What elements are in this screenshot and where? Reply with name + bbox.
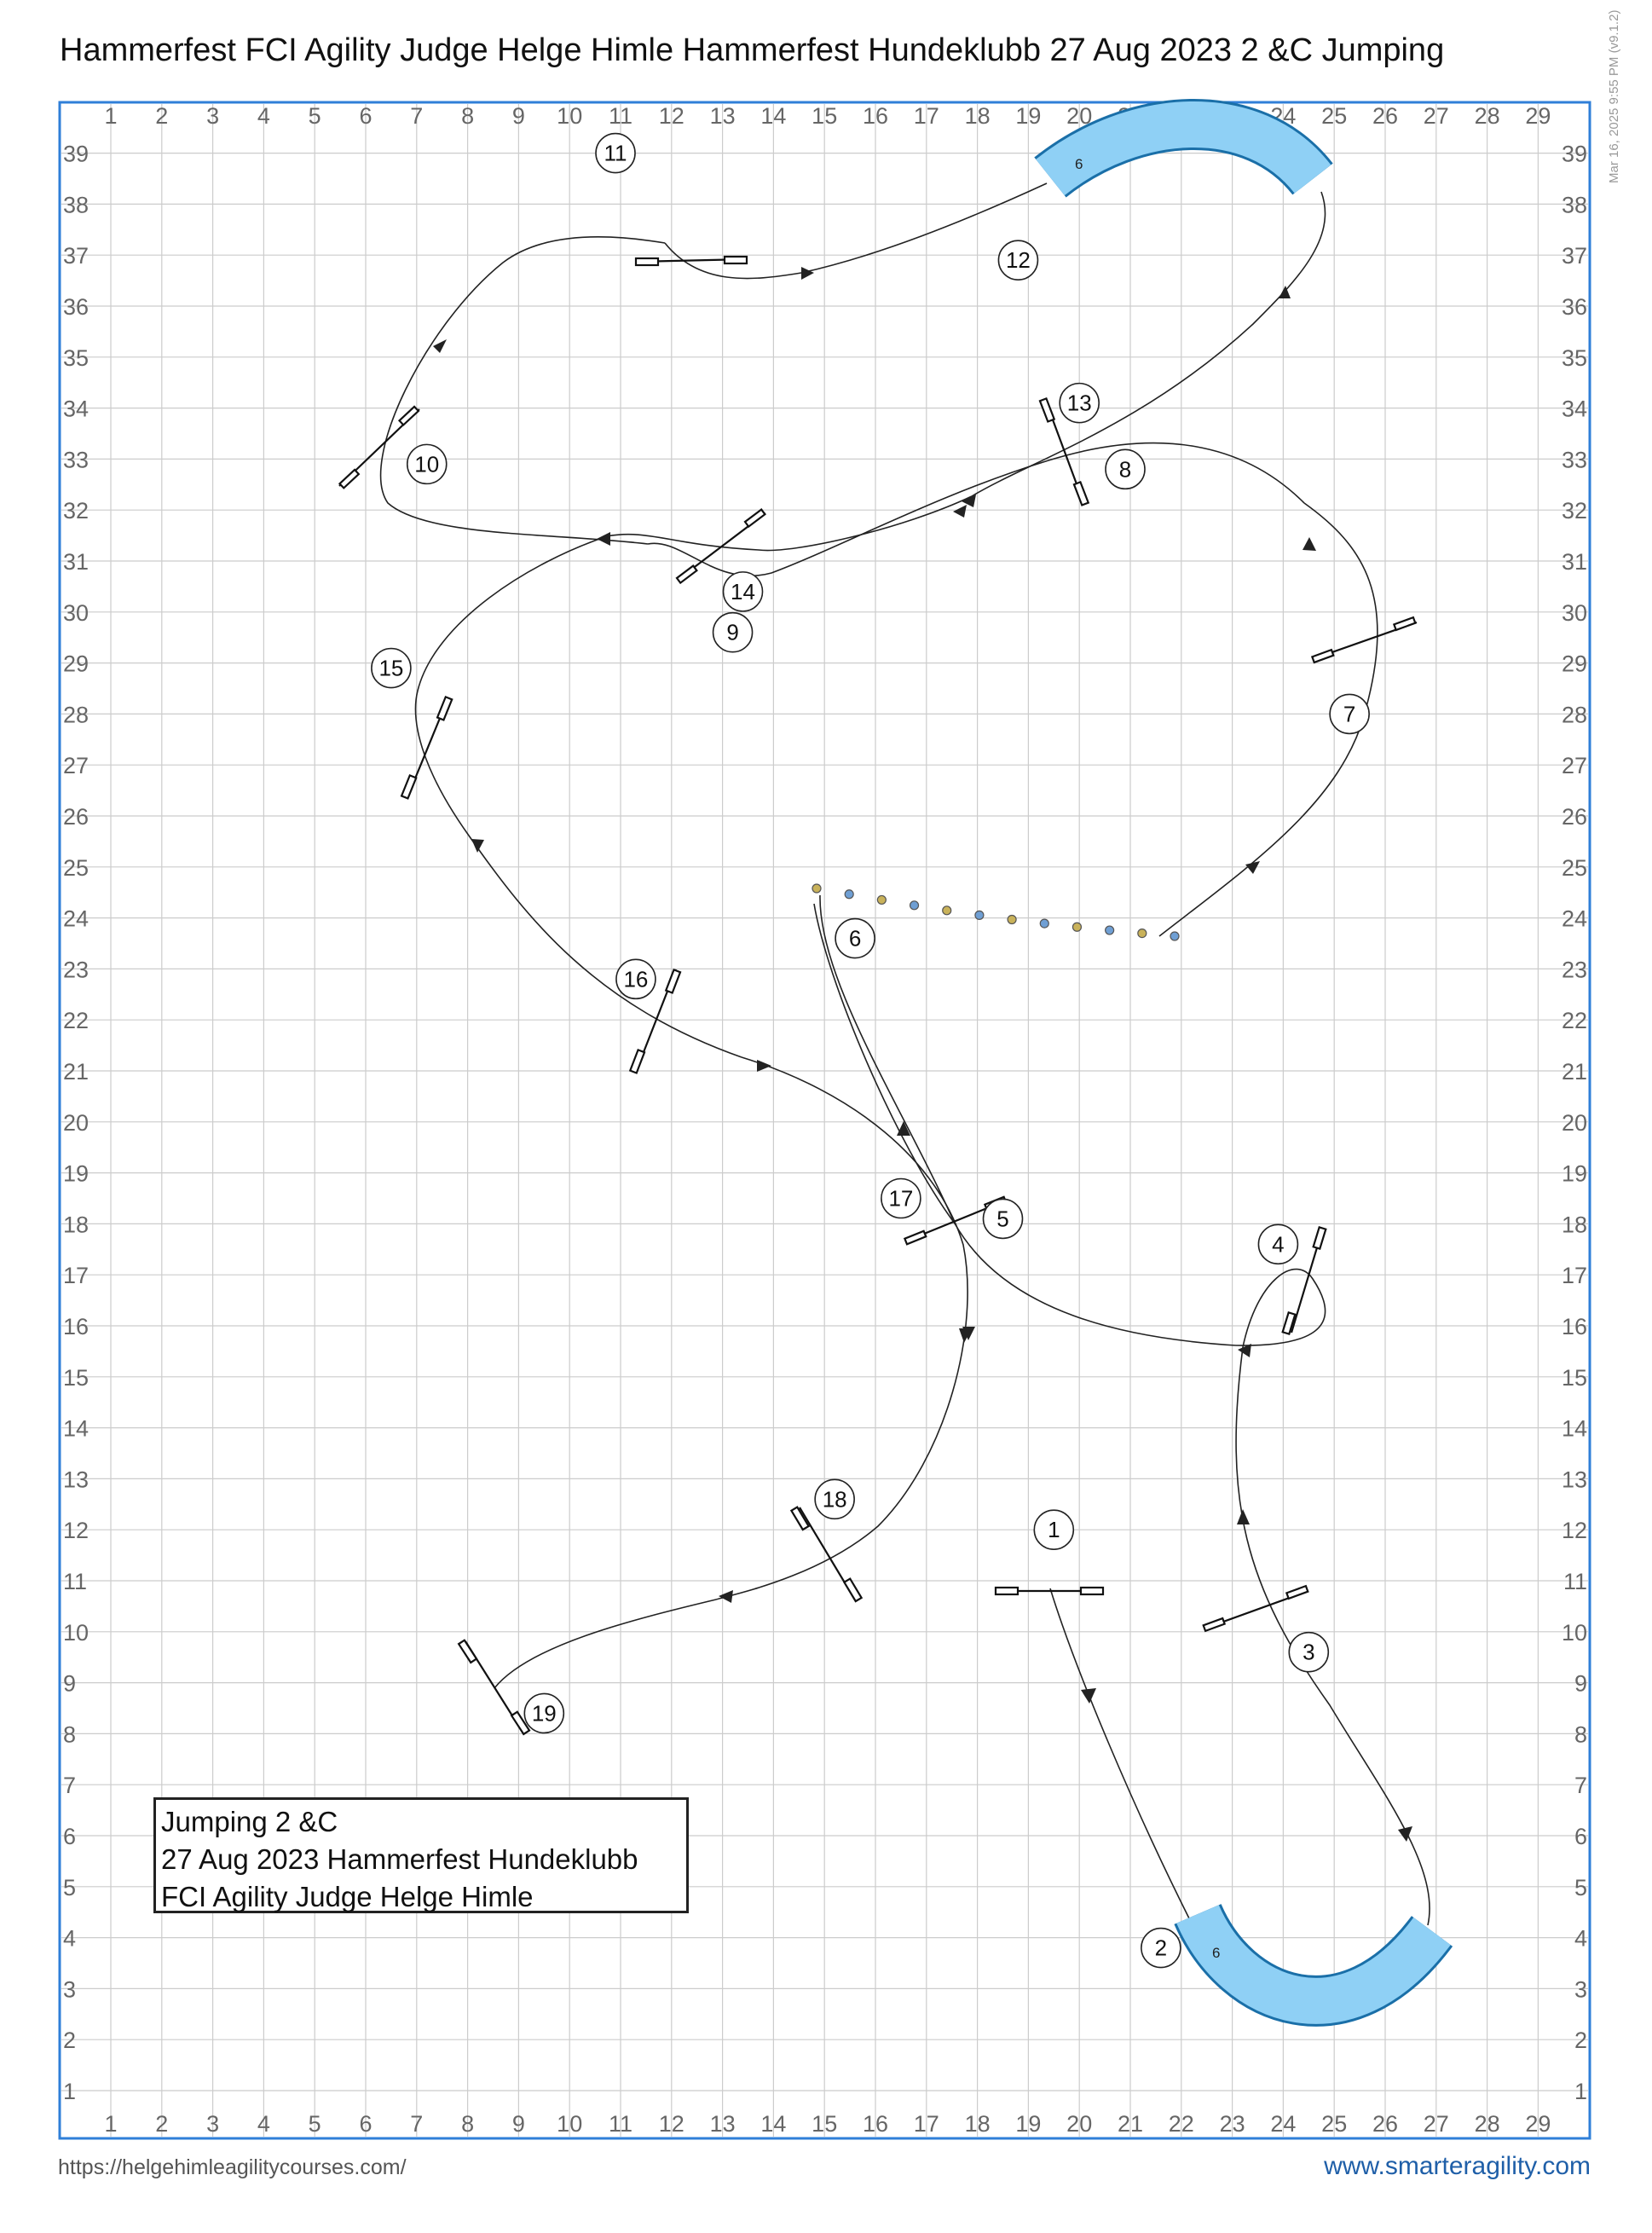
y-axis-label: 32 xyxy=(1561,498,1587,524)
svg-text:11: 11 xyxy=(604,140,627,166)
y-axis-label: 12 xyxy=(63,1518,90,1544)
y-axis-label: 38 xyxy=(63,192,90,218)
x-axis-label: 10 xyxy=(557,2111,583,2137)
page-title: Hammerfest FCI Agility Judge Helge Himle Hammerfest Hundeklubb 27 Aug 2023 2 &C Jumping xyxy=(60,32,1445,68)
x-axis-label: 13 xyxy=(709,2111,736,2137)
path-13-14 xyxy=(607,496,972,551)
y-axis-label: 8 xyxy=(63,1721,77,1748)
x-axis-label: 2 xyxy=(155,2111,169,2137)
y-axis-label: 6 xyxy=(1574,1824,1587,1849)
x-axis-label: 12 xyxy=(658,103,684,129)
y-axis-label: 2 xyxy=(1574,2028,1587,2054)
x-axis-label: 26 xyxy=(1372,103,1399,129)
direction-arrow xyxy=(597,532,610,546)
y-axis-label: 33 xyxy=(1561,447,1587,473)
x-axis-label: 3 xyxy=(206,103,220,129)
weave-pole xyxy=(943,906,951,915)
x-axis-label: 11 xyxy=(608,103,633,129)
x-axis-label: 8 xyxy=(461,2111,475,2137)
x-axis-label: 20 xyxy=(1066,103,1093,129)
svg-text:16: 16 xyxy=(623,966,649,992)
weave-pole xyxy=(1170,932,1179,940)
y-axis-label: 14 xyxy=(1561,1415,1587,1442)
y-axis-label: 27 xyxy=(1561,753,1587,779)
y-axis-label: 16 xyxy=(63,1314,90,1339)
y-axis-label: 34 xyxy=(1561,396,1587,422)
svg-text:14: 14 xyxy=(731,578,755,605)
y-axis-label: 9 xyxy=(63,1670,77,1697)
x-axis-label: 19 xyxy=(1015,103,1042,129)
x-axis-label: 21 xyxy=(1117,2111,1144,2137)
path-18-19 xyxy=(494,1600,716,1688)
y-axis-label: 13 xyxy=(1561,1466,1587,1493)
info-line-3: FCI Agility Judge Helge Himle xyxy=(161,1881,534,1912)
weave-pole xyxy=(1106,926,1114,934)
path-14-15 xyxy=(416,536,742,1057)
y-axis-label: 2 xyxy=(63,2028,77,2054)
y-axis-label: 12 xyxy=(1561,1518,1587,1544)
y-axis-label: 21 xyxy=(63,1059,90,1085)
x-axis-label: 8 xyxy=(461,103,475,129)
y-axis-label: 1 xyxy=(63,2079,77,2104)
obstacle-numbers xyxy=(372,134,1369,1968)
y-axis-label: 19 xyxy=(63,1160,90,1187)
y-axis-label: 5 xyxy=(1574,1874,1587,1900)
y-axis-label: 36 xyxy=(63,294,90,320)
x-axis-label: 26 xyxy=(1372,2111,1399,2137)
weave-pole xyxy=(1072,923,1081,931)
svg-text:19: 19 xyxy=(531,1700,557,1727)
direction-arrow xyxy=(953,505,967,518)
y-axis-label: 36 xyxy=(1561,294,1587,320)
x-axis-label: 22 xyxy=(1168,103,1194,129)
y-axis-label: 24 xyxy=(63,905,90,932)
x-axis-label: 27 xyxy=(1423,103,1449,129)
direction-arrow xyxy=(471,839,484,853)
obstacle-number-12 xyxy=(998,240,1037,280)
x-axis-label: 19 xyxy=(1015,2111,1042,2137)
jumps xyxy=(339,257,1417,1734)
jump-10 xyxy=(339,407,419,488)
x-axis-label: 7 xyxy=(410,2111,424,2137)
x-axis-label: 29 xyxy=(1525,2111,1551,2137)
y-axis-label: 8 xyxy=(1574,1721,1587,1748)
y-axis-label: 7 xyxy=(1574,1773,1587,1799)
y-axis-label: 30 xyxy=(63,599,90,626)
info-line-1: Jumping 2 &C xyxy=(161,1806,338,1837)
y-axis-label: 14 xyxy=(63,1415,90,1442)
y-axis-label: 35 xyxy=(63,344,90,371)
x-axis-label: 28 xyxy=(1474,103,1500,129)
y-axis-label: 26 xyxy=(63,804,90,830)
y-axis-label: 30 xyxy=(1561,599,1587,626)
y-axis-label: 1 xyxy=(1574,2079,1587,2104)
direction-arrow xyxy=(757,1060,771,1072)
x-axis-label: 18 xyxy=(964,103,991,129)
weave-pole xyxy=(1138,929,1147,938)
jump-9 xyxy=(677,510,765,583)
y-axis-label: 35 xyxy=(1561,344,1587,371)
x-axis-label: 21 xyxy=(1117,103,1144,129)
jump-3 xyxy=(1204,1586,1308,1631)
weave-pole xyxy=(910,901,919,910)
footer-brand-link[interactable]: www.smarteragility.com xyxy=(1324,2152,1591,2180)
x-axis-label: 25 xyxy=(1321,2111,1348,2137)
y-axis-label: 11 xyxy=(1562,1569,1587,1594)
x-axis-label: 14 xyxy=(760,2111,787,2137)
svg-text:18: 18 xyxy=(822,1486,847,1513)
y-axis-label: 10 xyxy=(1561,1619,1587,1646)
obstacle-number-14 xyxy=(724,572,763,611)
tunnel-bottom xyxy=(1198,1914,1432,2001)
weave-pole xyxy=(1040,919,1048,928)
weave-pole xyxy=(877,895,886,904)
obstacle-number-17 xyxy=(881,1179,921,1218)
footer-source-url[interactable]: https://helgehimleagilitycourses.com/ xyxy=(58,2155,407,2179)
y-axis-label: 25 xyxy=(63,854,90,881)
obstacle-number-15 xyxy=(372,649,411,688)
x-axis-label: 3 xyxy=(206,2111,220,2137)
y-axis-label: 21 xyxy=(1561,1059,1587,1085)
path-3-4 xyxy=(1236,1270,1326,1347)
x-axis-label: 15 xyxy=(812,103,838,129)
direction-arrow xyxy=(962,495,976,507)
y-axis-label: 28 xyxy=(1561,702,1587,728)
jump-11 xyxy=(636,257,747,265)
jump-15 xyxy=(401,697,452,798)
svg-text:4: 4 xyxy=(1272,1231,1285,1258)
path-9-10 xyxy=(381,237,665,544)
svg-text:2: 2 xyxy=(1154,1935,1168,1961)
y-axis-label: 15 xyxy=(63,1364,90,1391)
svg-text:13: 13 xyxy=(1066,390,1092,416)
direction-arrow xyxy=(1303,537,1316,551)
x-axis-label: 15 xyxy=(812,2111,838,2137)
x-axis-label: 2 xyxy=(155,103,169,129)
obstacle-number-3 xyxy=(1289,1633,1328,1672)
svg-text:9: 9 xyxy=(726,619,739,645)
y-axis-label: 32 xyxy=(63,498,90,524)
obstacle-number-10 xyxy=(407,444,447,483)
svg-text:10: 10 xyxy=(414,451,440,477)
jump-18 xyxy=(791,1507,861,1601)
y-axis-label: 27 xyxy=(63,753,90,779)
svg-text:1: 1 xyxy=(1048,1517,1060,1543)
x-axis-label: 4 xyxy=(257,103,270,129)
y-axis-label: 9 xyxy=(1574,1670,1587,1697)
direction-arrow xyxy=(1237,1509,1250,1524)
obstacle-number-16 xyxy=(616,959,656,998)
y-axis-label: 38 xyxy=(1561,192,1587,218)
direction-arrow xyxy=(801,267,814,280)
x-axis-label: 18 xyxy=(964,2111,991,2137)
y-axis-label: 34 xyxy=(63,396,90,422)
info-box xyxy=(153,1797,689,1913)
version-stamp: Mar 16, 2025 9:55 PM (v9.1.2) xyxy=(1607,9,1621,183)
x-axis-label: 17 xyxy=(913,103,939,129)
obstacle-number-13 xyxy=(1060,384,1099,423)
y-axis-label: 28 xyxy=(63,702,90,728)
x-axis-label: 6 xyxy=(359,2111,373,2137)
tunnel-bottom-label: 6 xyxy=(1212,1945,1221,1961)
y-axis-label: 5 xyxy=(63,1874,77,1900)
x-axis-label: 9 xyxy=(511,2111,525,2137)
y-axis-label: 39 xyxy=(1561,141,1587,167)
x-axis-label: 29 xyxy=(1525,103,1551,129)
y-axis-label: 17 xyxy=(1561,1263,1587,1289)
y-axis-label: 37 xyxy=(63,243,90,269)
y-axis-label: 20 xyxy=(63,1109,90,1136)
svg-text:7: 7 xyxy=(1343,701,1356,727)
x-axis-label: 24 xyxy=(1270,103,1297,129)
y-axis-label: 22 xyxy=(63,1008,90,1034)
x-axis-label: 20 xyxy=(1066,2111,1093,2137)
y-axis-label: 25 xyxy=(1561,854,1587,881)
path-12-13 xyxy=(972,192,1326,496)
y-axis-label: 33 xyxy=(63,447,90,473)
x-axis-label: 7 xyxy=(410,103,424,129)
y-axis-label: 15 xyxy=(1561,1364,1587,1391)
obstacle-number-2 xyxy=(1141,1929,1181,1968)
x-axis-label: 23 xyxy=(1219,103,1245,129)
x-axis-label: 1 xyxy=(104,2111,118,2137)
obstacle-number-18 xyxy=(815,1479,854,1519)
y-axis-label: 24 xyxy=(1561,905,1587,932)
x-axis-label: 1 xyxy=(104,103,118,129)
y-axis-label: 31 xyxy=(63,549,90,575)
y-axis-label: 3 xyxy=(1574,1976,1587,2003)
svg-text:3: 3 xyxy=(1303,1639,1315,1665)
y-axis-label: 11 xyxy=(63,1569,88,1594)
weave-pole xyxy=(975,911,984,919)
y-axis-label: 18 xyxy=(1561,1212,1587,1238)
path-1-2 xyxy=(1050,1588,1189,1918)
x-axis-label: 16 xyxy=(862,2111,889,2137)
weave-pole xyxy=(1008,915,1016,923)
y-axis-label: 7 xyxy=(63,1773,77,1799)
obstacle-number-8 xyxy=(1106,449,1145,489)
y-axis-label: 4 xyxy=(1574,1925,1587,1952)
path-7-8 xyxy=(648,443,1304,576)
x-axis-label: 25 xyxy=(1321,103,1348,129)
x-axis-label: 4 xyxy=(257,2111,270,2137)
direction-arrow xyxy=(1081,1688,1096,1704)
svg-text:6: 6 xyxy=(848,925,862,952)
y-axis-label: 4 xyxy=(63,1925,77,1952)
y-axis-label: 18 xyxy=(63,1212,90,1238)
obstacle-number-1 xyxy=(1034,1510,1073,1549)
x-axis-label: 9 xyxy=(511,103,525,129)
x-axis-label: 5 xyxy=(308,2111,321,2137)
x-axis-label: 16 xyxy=(862,103,889,129)
y-axis-label: 39 xyxy=(63,141,90,167)
obstacle-number-7 xyxy=(1330,694,1369,733)
svg-text:17: 17 xyxy=(888,1185,914,1212)
y-axis-label: 29 xyxy=(1561,651,1587,677)
direction-arrows xyxy=(433,267,1412,1842)
obstacle-number-19 xyxy=(524,1693,563,1733)
svg-text:12: 12 xyxy=(1005,247,1031,274)
x-axis-label: 10 xyxy=(557,103,583,129)
tunnel-top-label: 6 xyxy=(1075,156,1083,172)
y-axis-label: 29 xyxy=(63,651,90,677)
y-axis-label: 37 xyxy=(1561,243,1587,269)
y-axis-label: 22 xyxy=(1561,1008,1587,1034)
obstacle-number-6 xyxy=(835,919,875,958)
y-axis-label: 31 xyxy=(1561,549,1587,575)
y-axis-label: 3 xyxy=(63,1976,77,2003)
y-axis-label: 20 xyxy=(1561,1109,1587,1136)
svg-text:8: 8 xyxy=(1118,456,1132,483)
y-axis-label: 19 xyxy=(1561,1160,1587,1187)
x-axis-label: 17 xyxy=(913,2111,939,2137)
obstacle-number-9 xyxy=(713,613,753,652)
dog-path xyxy=(381,183,1430,1925)
obstacle-number-5 xyxy=(984,1199,1023,1238)
y-axis-label: 23 xyxy=(1561,957,1587,983)
y-axis-label: 26 xyxy=(1561,804,1587,830)
x-axis-label: 5 xyxy=(308,103,321,129)
x-axis-label: 12 xyxy=(658,2111,684,2137)
x-axis-label: 28 xyxy=(1474,2111,1500,2137)
y-axis-label: 6 xyxy=(63,1824,77,1849)
obstacle-number-4 xyxy=(1258,1224,1297,1264)
svg-text:15: 15 xyxy=(378,655,404,681)
x-axis-label: 13 xyxy=(709,103,736,129)
info-line-2: 27 Aug 2023 Hammerfest Hundeklubb xyxy=(161,1843,638,1875)
direction-arrow xyxy=(433,339,447,353)
x-axis-label: 14 xyxy=(760,103,787,129)
y-axis-label: 10 xyxy=(63,1619,90,1646)
y-axis-label: 13 xyxy=(63,1466,90,1493)
direction-arrow xyxy=(719,1590,733,1603)
x-axis-label: 11 xyxy=(608,2111,633,2137)
y-axis-label: 16 xyxy=(1561,1314,1587,1339)
weave-pole xyxy=(812,884,821,893)
y-axis-label: 17 xyxy=(63,1263,90,1289)
x-axis-label: 6 xyxy=(359,103,373,129)
x-axis-label: 23 xyxy=(1219,2111,1245,2137)
path-16-17 xyxy=(716,1057,968,1600)
x-axis-label: 22 xyxy=(1168,2111,1194,2137)
x-axis-label: 24 xyxy=(1270,2111,1297,2137)
svg-text:5: 5 xyxy=(996,1206,1009,1232)
obstacle-number-11 xyxy=(596,134,635,173)
jump-7 xyxy=(1312,617,1417,662)
x-axis-label: 27 xyxy=(1423,2111,1449,2137)
path-4-5 xyxy=(814,904,1236,1345)
y-axis-label: 23 xyxy=(63,957,90,983)
path-2-3 xyxy=(1236,1347,1430,1925)
weave-pole xyxy=(845,890,853,899)
